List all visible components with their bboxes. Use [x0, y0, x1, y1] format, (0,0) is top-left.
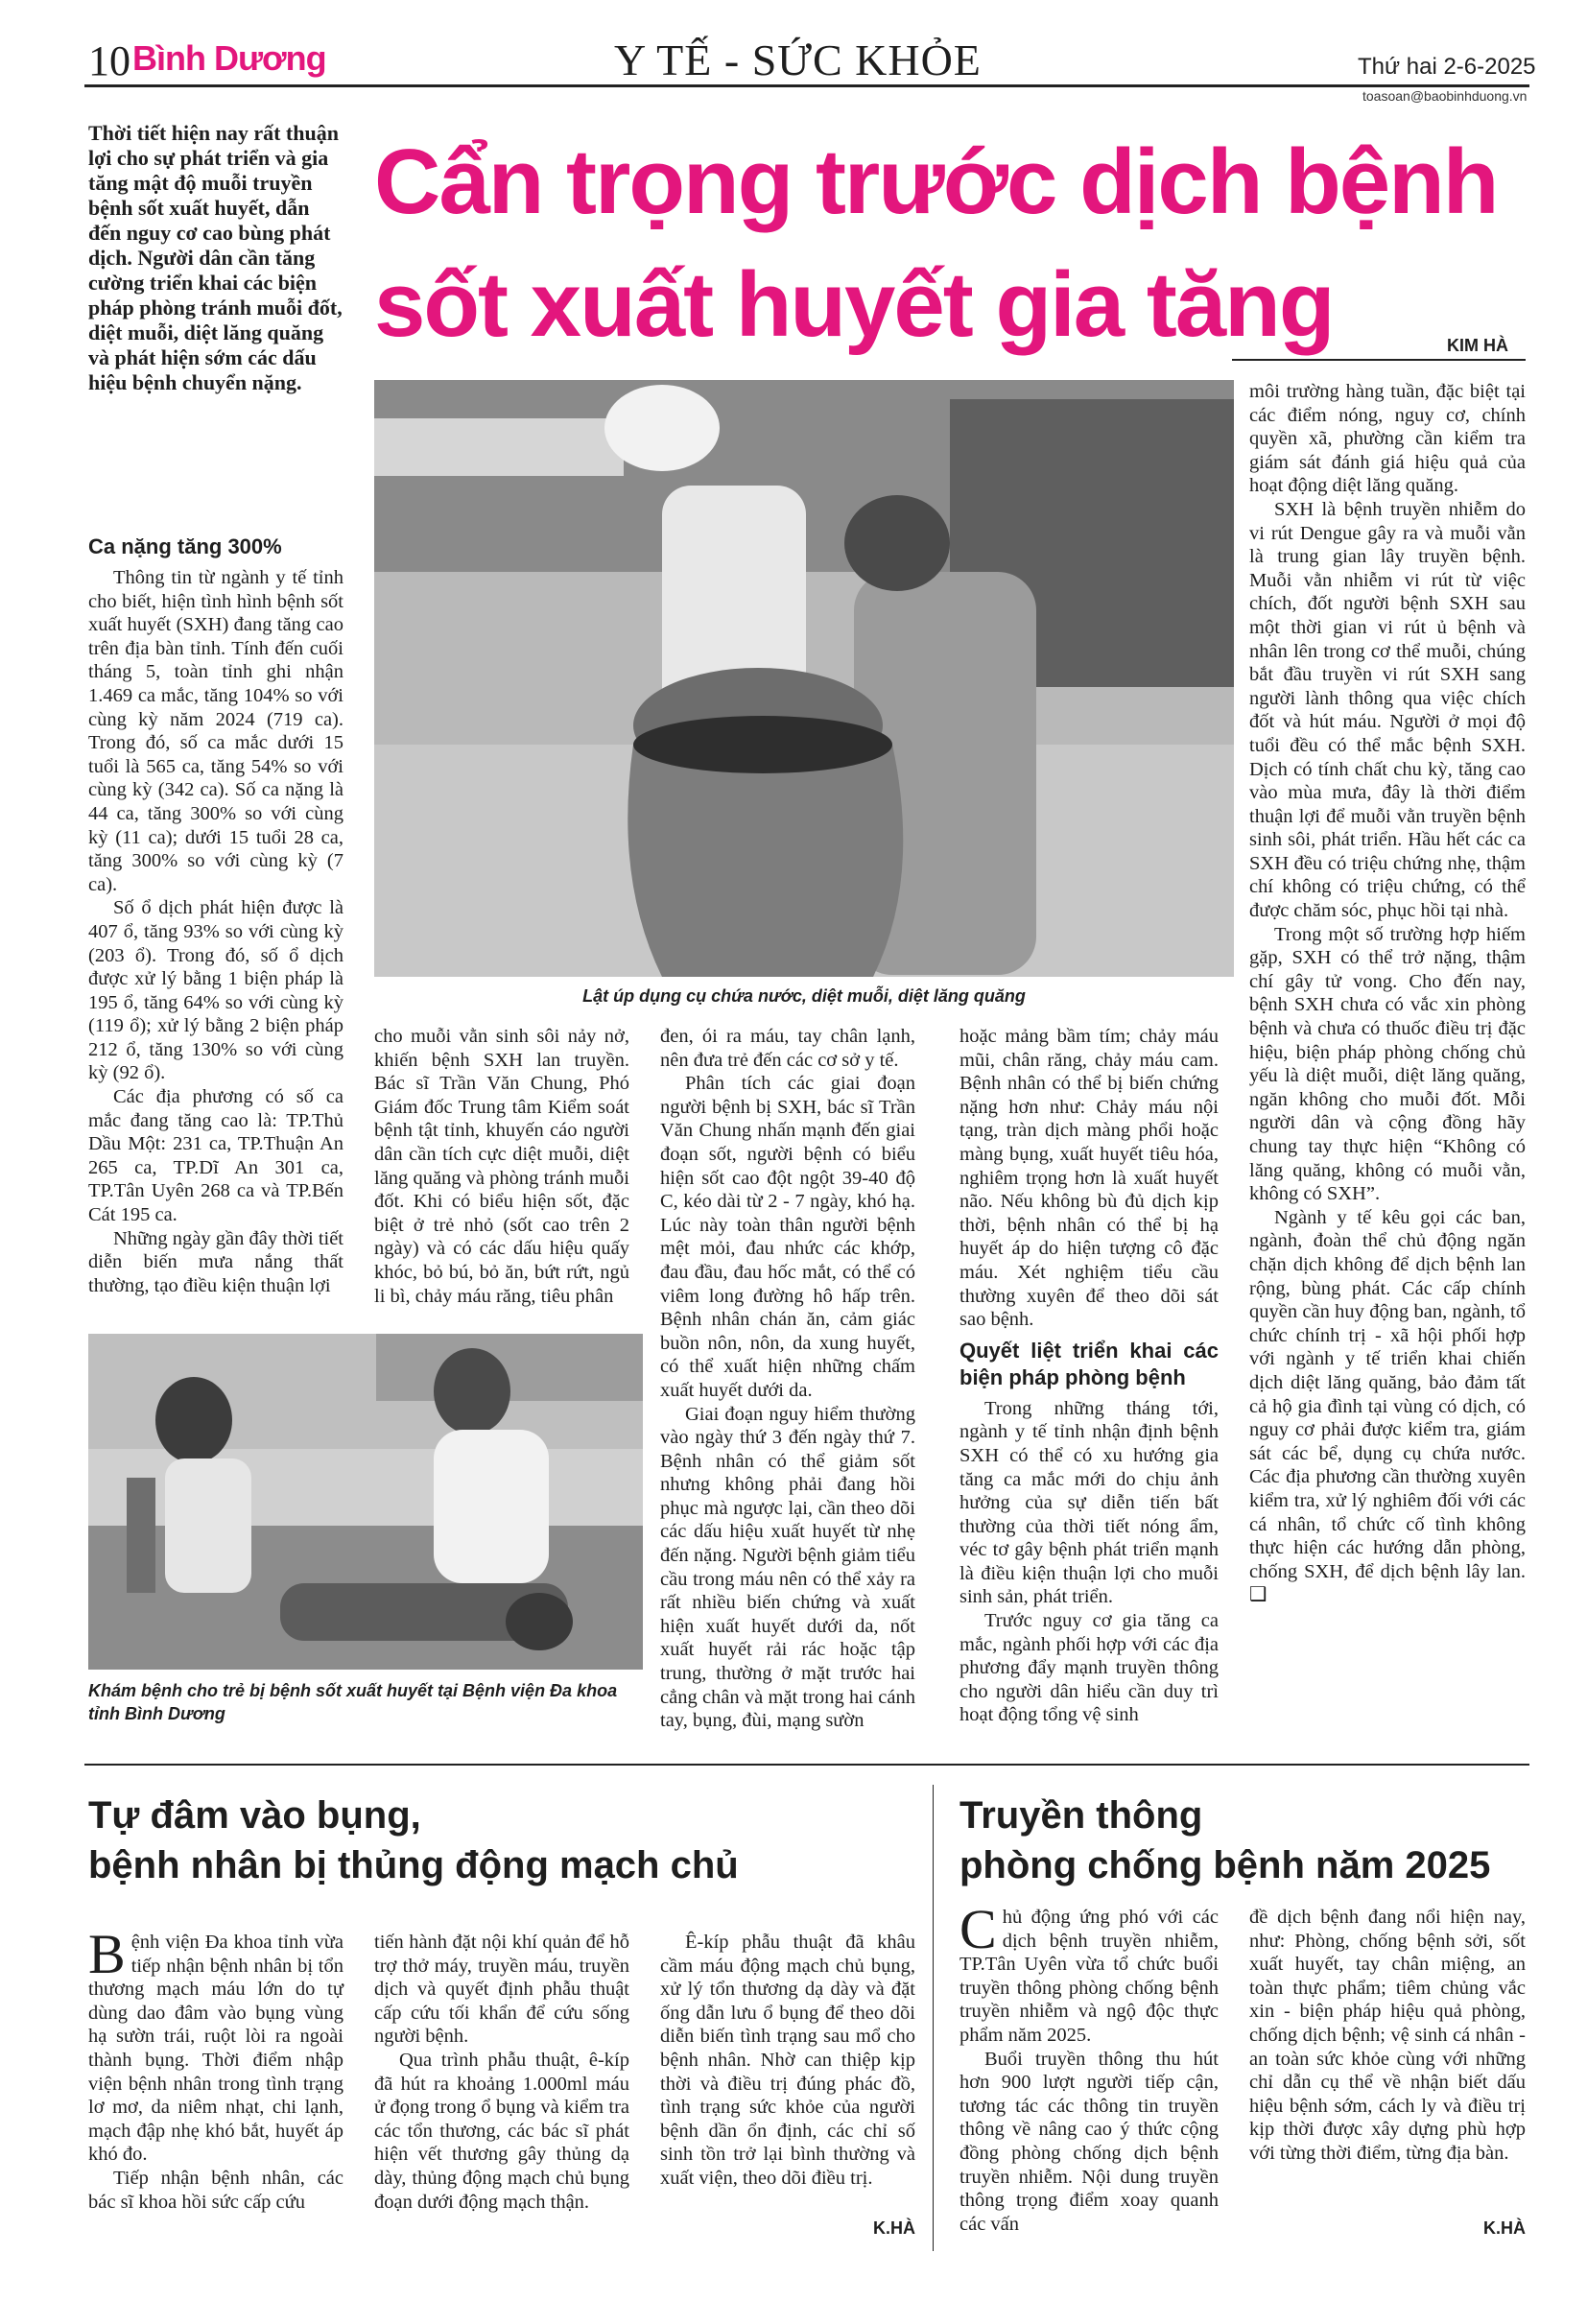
paragraph: Những ngày gần đây thời tiết diễn biến mưa nắng thất thường, tạo điều kiện thuận lợi [88, 1227, 344, 1296]
column-separator [933, 1785, 934, 2251]
section-separator [84, 1764, 1529, 1766]
contact-email: toasoan@baobinhduong.vn [1362, 88, 1528, 104]
paragraph: hoặc mảng bầm tím; chảy máu mũi, chân răng, chảy máu cam. Bệnh nhân có thể bị biến chứng nặng hơn như: Chảy máu nội tạng, tràn dịch màng phổi hoặc màng bụng, xuất huyết tiêu hóa, nghiêm trọng hơn là xuất huyết não. Nếu không bù đủ dịch kịp thời, bệnh nhân có thể bị hạ huyết áp do hiện tượng cô đặc máu. Xét nghiệm tiểu cầu thường xuyên để theo dõi sát sao bệnh. [959, 1026, 1219, 1331]
subhead-prevention: Quyết liệt triển khai các biện pháp phòng bệnh [959, 1338, 1219, 1389]
article3-signature: K.HÀ [1483, 2218, 1526, 2238]
main-column-1 [88, 528, 343, 1297]
paragraph: Qua trình phẫu thuật, ê-kíp đã hút ra khoảng 1.000ml máu ử đọng trong ổ bụng và kiểm tra các tổn thương, các bác sĩ phát hiện vết thương gây thủng dạ dày, thủng động mạch chủ bụng đoạn dưới động mạch thận. [374, 2049, 629, 2213]
hospital-child-photo-illustration [88, 1334, 643, 1670]
article-lead: Thời tiết hiện nay rất thuận lợi cho sự phát triển và gia tăng mật độ muỗi truyền bệnh sốt xuất huyết, dẫn đến nguy cơ cao bùng phát dịch. Người dân cần tăng cường triển khai các biện pháp phòng tránh muỗi đốt, diệt muỗi, diệt lăng quăng và phát hiện sớm các dấu hiệu bệnh chuyển nặng. [88, 121, 343, 394]
main-column-2 [374, 1025, 629, 1308]
paragraph: Ngành y tế kêu gọi các ban, ngành, đoàn thể chủ động ngăn chặn dịch không để dịch bệnh lan rộng, bùng phát. Các cấp chính quyền cần huy động ban, ngành, tổ chức chính trị - xã hội phối hợp với ngành y tế triển khai chiến dịch diệt lăng quăng, bảo đảm tất cả hộ gia đình tại vùng có dịch, có nguy cơ phải được kiểm tra, giám sát các bể, dụng cụ chứa nước. Các địa phương cần thường xuyên kiểm tra, xử lý nghiêm đối với các cá nhân, tổ chức cố tình không thực hiện các hướng dẫn phòng, chống SXH, để dịch bệnh lây lan. ❑ [1249, 1206, 1526, 1606]
paragraph: đen, ói ra máu, tay chân lạnh, nên đưa trẻ đến các cơ sở y tế. [660, 1026, 915, 1071]
brand-logo: Bình Dương [132, 38, 326, 78]
paragraph: Ê-kíp phẫu thuật đã khâu cầm máu động mạch chủ bụng, xử lý tổn thương dạ dày và đặt ống dẫn lưu ổ bụng để theo dõi diễn biến tình trạng sau mổ cho bệnh nhân. Nhờ can thiệp kịp thời và điều trị đúng phác đồ, tình trạng sức khỏe của người bệnh dần ổn định, các chỉ số sinh tồn trở lại bình thường và xuất viện, theo dõi điều trị. [660, 1932, 915, 2189]
main-column-3 [660, 1025, 915, 1733]
issue-date: Thứ hai 2-6-2025 [1358, 54, 1536, 80]
paragraph: Trong những tháng tới, ngành y tế tỉnh nhận định bệnh SXH có thể có xu hướng gia tăng ca mắc mới do chịu ảnh hưởng của sự diễn tiến bất thường của thời tiết nóng ẩm, véc tơ gây bệnh phát triển mạnh là điều kiện thuận lợi cho muỗi sinh sản, phát triển. [959, 1397, 1219, 1608]
photo-hospital-child [88, 1334, 643, 1670]
article2-title [88, 1790, 913, 1890]
paragraph: Giai đoạn nguy hiểm thường vào ngày thứ 3 đến ngày thứ 7. Bệnh nhân có thể giảm sốt nhưng không phải đang hồi phục mà ngược lại, cần theo dõi các dấu hiệu xuất huyết từ nhẹ đến nặng. Người bệnh giảm tiểu cầu trong máu nên có thể xảy ra rất nhiều biến chứng và xuất hiện xuất huyết dưới da, nốt xuất huyết rải rác hoặc tập trung, thường ở mặt trước hai cẳng chân và mặt trong hai cánh tay, bụng, đùi, mạng sườn [660, 1403, 915, 1732]
article2-column-2 [374, 1931, 629, 2214]
paragraph: Trong một số trường hợp hiếm gặp, SXH có thể trở nặng, thậm chí gây tử vong. Cho đến nay, bệnh SXH chưa có vắc xin phòng bệnh và chưa có thuốc điều trị đặc hiệu, biện pháp phòng chống chủ yếu là diệt muỗi, diệt lăng quăng, ngăn không cho muỗi đốt. Mỗi người dân và cộng đồng hãy chung tay thực hiện “Không có lăng quăng, không có muỗi vằn, không có SXH”. [1249, 923, 1526, 1205]
article2-column-1 [88, 1923, 343, 2214]
main-column-4 [959, 1025, 1219, 1727]
photo-caption-2: Khám bệnh cho trẻ bị bệnh sốt xuất huyết tại Bệnh viện Đa khoa tỉnh Bình Dương [88, 1681, 618, 1723]
paragraph: SXH là bệnh truyền nhiễm do vi rút Dengue gây ra và muỗi vằn là trung gian lây truyền bệnh. Muỗi vằn nhiễm vi rút từ việc chích, đốt người bệnh SXH sau một thời gian vi rút ủ bệnh và nhân lên trong cơ thể muỗi, chúng bắt đầu truyền vi rút SXH sang người lành thông qua việc chích đốt và hút máu. Người ở mọi độ tuổi đều có thể mắc bệnh SXH. Dịch có tính chất chu kỳ, tăng cao vào mùa mưa, đây là thời điểm thuận lợi để muỗi vằn truyền bệnh sinh sôi, phát triển. Hầu hết các ca SXH đều có triệu chứng nhẹ, thậm chí không có triệu chứng, có thể được chăm sóc, phục hồi tại nhà. [1249, 498, 1526, 922]
headline-line-1: Cẩn trọng trước dịch bệnh [374, 130, 1498, 233]
article3-title-line-2: phòng chống bệnh năm 2025 [959, 1844, 1491, 1886]
article3-title-line-1: Truyền thông [959, 1794, 1203, 1837]
paragraph: Trước nguy cơ gia tăng ca mắc, ngành phối hợp với các địa phương đẩy mạnh truyền thông cho người dân hiểu cần duy trì hoạt động tổng vệ sinh [959, 1610, 1219, 1726]
main-column-5 [1249, 380, 1526, 1607]
article3-column-1 [959, 1898, 1219, 2236]
main-headline [374, 121, 1526, 367]
subhead-severe-cases: Ca nặng tăng 300% [88, 534, 282, 558]
paragraph: môi trường hàng tuần, đặc biệt tại các điểm nóng, nguy cơ, chính quyền xã, phường cần kiểm tra giám sát đánh giá hiệu quả của hoạt động diệt lăng quăng. [1249, 381, 1526, 497]
masthead-rule [84, 84, 1529, 87]
article2-title-line-2: bệnh nhân bị thủng động mạch chủ [88, 1844, 739, 1886]
paragraph: Số ổ dịch phát hiện được là 407 ổ, tăng 93% so với cùng kỳ (203 ổ). Trong đó, số ổ dịch được xử lý bằng 1 biện pháp là 195 ổ, tăng 64% so với cùng kỳ (119 ổ); xử lý bằng 2 biện pháp 212 ổ, tăng 130% so với cùng kỳ (92 ổ). [88, 897, 343, 1084]
byline-rule [1232, 359, 1526, 361]
paragraph: cho muỗi vằn sinh sôi nảy nở, khiến bệnh SXH lan truyền. Bác sĩ Trần Văn Chung, Phó Giám đốc Trung tâm Kiểm soát bệnh tật tỉnh, khuyến cáo người dân cần tích cực diệt muỗi, diệt lăng quăng và phòng tránh muỗi đốt. Khi có biểu hiện sốt, đặc biệt ở trẻ nhỏ (sốt cao trên 2 ngày) và có các dấu hiệu quấy khóc, bỏ bú, bỏ ăn, bứt rứt, ngủ li bì, chảy máu răng, tiêu phân [374, 1026, 629, 1307]
article2-column-3 [660, 1931, 915, 2191]
paragraph: Chủ động ứng phó với các dịch bệnh truyền nhiễm, TP.Tân Uyên vừa tổ chức buổi truyền thông phòng chống bệnh truyền nhiễm và ngộ độc thực phẩm năm 2025. [959, 1898, 1219, 2046]
article3-column-2 [1249, 1906, 1526, 2166]
paragraph: Thông tin từ ngành y tế tỉnh cho biết, hiện tình hình bệnh sốt xuất huyết (SXH) đang tăng cao trên địa bàn tỉnh. Tính đến cuối tháng 5, toàn tỉnh ghi nhận 1.469 ca mắc, tăng 104% so với cùng kỳ năm 2024 (719 ca). Trong đó, số ca mắc dưới 15 tuổi là 565 ca, tăng 54% so với cùng kỳ (342 ca). Số ca nặng là 44 ca, tăng 300% so với cùng kỳ (11 ca); dưới 15 tuổi 28 ca, tăng 300% so với cùng kỳ (7 ca). [88, 567, 343, 895]
water-jar-photo-illustration [374, 380, 1234, 977]
article2-signature: K.HÀ [873, 2218, 915, 2238]
article3-title [959, 1790, 1529, 1890]
paragraph: đề dịch bệnh đang nổi hiện nay, như: Phòng, chống bệnh sởi, sốt xuất huyết, tay chân miệng, an toàn thực phẩm; tiêm chủng vắc xin - biện pháp hiệu quả phòng, chống dịch bệnh; vệ sinh cá nhân - an toàn sức khỏe cùng với những chỉ dẫn cụ thể về nhận biết dấu hiệu bệnh sớm, cách ly và điều trị kịp thời được xây dựng phù hợp với từng thời điểm, từng địa bàn. [1249, 1907, 1526, 2164]
photo-caption-1: Lật úp dụng cụ chứa nước, diệt muỗi, diệt lăng quăng [582, 986, 1026, 1006]
section-title: Y TẾ - SỨC KHỎE [614, 36, 982, 84]
page-number: 10 [88, 37, 130, 84]
paragraph: Tiếp nhận bệnh nhân, các bác sĩ khoa hồi sức cấp cứu [88, 2167, 343, 2213]
paragraph: Phân tích các giai đoạn người bệnh bị SXH, bác sĩ Trần Văn Chung nhấn mạnh đến giai đoạn sốt, người bệnh có biểu hiện sốt cao đột ngột 39-40 độ C, kéo dài từ 2 - 7 ngày, khó hạ. Lúc này toàn thân người bệnh mệt mỏi, đau nhức các khớp, đau đầu, đau hốc mắt, có thể có viêm long đường hô hấp trên. Bệnh nhân chán ăn, cảm giác buồn nôn, nôn, da xung huyết, có thể xuất hiện những chấm xuất huyết dưới da. [660, 1073, 915, 1401]
byline: KIM HÀ [1447, 336, 1508, 355]
headline-line-2: sốt xuất huyết gia tăng [374, 253, 1334, 356]
photo-water-jar [374, 380, 1234, 977]
paragraph: Buổi truyền thông thu hút hơn 900 lượt người tiếp cận, tương tác các thông tin truyền thông về nâng cao ý thức cộng đồng phòng chống dịch bệnh truyền nhiễm. Nội dung truyền thông trọng điểm xoay quanh các vấn [959, 2048, 1219, 2235]
paragraph: tiến hành đặt nội khí quản để hỗ trợ thở máy, truyền máu, truyền dịch và quyết định phẫu thuật cấp cứu tối khẩn để cứu sống người bệnh. [374, 1932, 629, 2048]
paragraph: Các địa phương có số ca mắc đang tăng cao là: TP.Thủ Dầu Một: 231 ca, TP.Thuận An 265 ca, TP.Dĩ An 301 ca, TP.Tân Uyên 268 ca và TP.Bến Cát 195 ca. [88, 1086, 343, 1226]
article2-title-line-1: Tự đâm vào bụng, [88, 1794, 421, 1837]
paragraph: Bệnh viện Đa khoa tỉnh vừa tiếp nhận bệnh nhân bị tổn thương mạch máu lớn do tự dùng dao đâm vào bụng vùng hạ sườn trái, ruột lòi ra ngoài thành bụng. Thời điểm nhập viện bệnh nhân trong tình trạng lơ mơ, da niêm nhạt, chi lạnh, mạch đập nhẹ khó bắt, huyết áp khó đo. [88, 1923, 343, 2166]
